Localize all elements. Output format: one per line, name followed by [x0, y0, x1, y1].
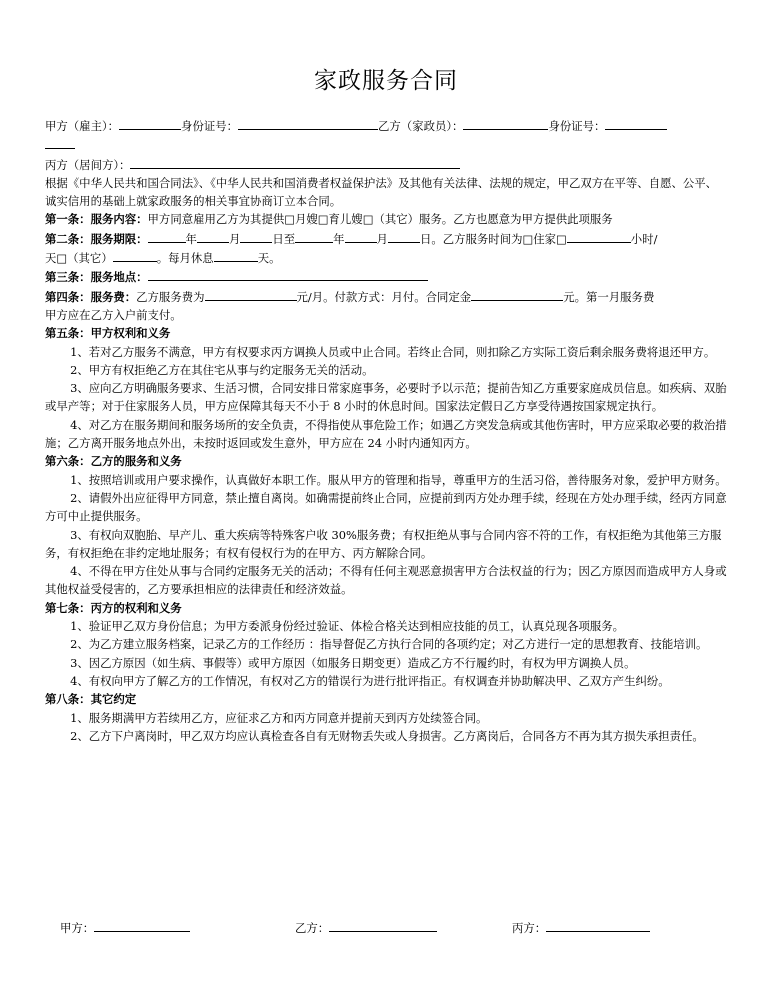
signature-yi-blank[interactable] [329, 918, 437, 932]
article-5-clause-2: 2、甲方有权拒绝乙方在其住宅从事与约定服务无关的活动。 [70, 362, 374, 377]
party-line-1-cont [45, 135, 727, 154]
article-7-clause-1: 1、验证甲乙双方身份信息；为甲方委派身份经过验证、体检合格关达到相应技能的员工，认真兑现各项服务。 [70, 619, 625, 634]
signature-bing-blank[interactable] [546, 918, 650, 932]
article-3 [45, 267, 727, 286]
article-7-heading: 第七条：丙方的权利和义务 [45, 600, 182, 615]
rest-unit: 天。 [257, 251, 281, 266]
party-yi-id-blank-cont[interactable] [45, 135, 75, 149]
article-4-heading: 第四条：服务费： [45, 289, 137, 304]
start-year-blank[interactable] [148, 229, 186, 243]
start-day-blank[interactable] [240, 229, 272, 243]
article-3-heading: 第三条：服务地点： [45, 270, 148, 285]
other-blank[interactable] [113, 248, 157, 262]
article-6-clause-1: 1、按照培训或用户要求操作，认真做好本职工作。服从甲方的管理和指导，尊重甲方的生活习俗，善待服务对象，爱护甲方财务。 [70, 472, 727, 487]
unit-month-2: 月 [376, 231, 388, 246]
hours-blank[interactable] [567, 229, 631, 243]
other-option: 天□（其它） [45, 251, 113, 266]
article-4 [45, 287, 727, 306]
party-bing-label: 丙方（居间方）： [45, 157, 131, 172]
party-line-2 [45, 155, 727, 174]
party-jia-blank[interactable] [119, 116, 181, 130]
end-month-blank[interactable] [345, 229, 377, 243]
article-6-heading: 第六条：乙方的服务和义务 [45, 454, 182, 469]
article-5-clause-4: 4、对乙方在服务期间和服务场所的安全负责，不得指使从事危险工作；如遇乙方突发急病或其他伤害时，甲方应采取必要的救治措施；乙方离开服务地点外出，未按时返回或发生意外，甲方应在 24 小时内通知丙方。 [45, 417, 727, 451]
signature-jia-label: 甲方： [60, 921, 95, 935]
rest-days-blank[interactable] [214, 248, 258, 262]
article-5-clause-1: 1、若对乙方服务不满意，甲方有权要求丙方调换人员或中止合同。若终止合同，则扣除乙方实际工资后剩余服务费将退还甲方。 [70, 344, 716, 359]
service-address-blank[interactable] [148, 267, 428, 281]
article-8-clause-1: 1、服务期满甲方若续用乙方，应征求乙方和丙方同意并提前天到丙方处续签合同。 [70, 710, 488, 725]
end-day-blank[interactable] [388, 229, 420, 243]
article-7-clause-4: 4、有权向甲方了解乙方的工作情况，有权对乙方的错误行为进行批评指正。有权调查并协助解决甲、乙双方产生纠纷。 [70, 673, 670, 688]
party-yi-blank[interactable] [463, 116, 548, 130]
article-5-heading: 第五条：甲方权利和义务 [45, 326, 171, 341]
article-4-cont: 甲方应在乙方入户前支付。 [45, 307, 182, 322]
article-8-clause-2: 2、乙方下户离岗时，甲乙双方均应认真检查各自有无财物丢失或人身损害。乙方离岗后，合同各方不再为其方损失承担责任。 [70, 728, 704, 743]
signature-bing [512, 918, 650, 936]
article-1-text: 甲方同意雇用乙方为其提供□月嫂□育儿嫂□（其它）服务。乙方也愿意为甲方提供此项服务 [147, 212, 613, 227]
preamble: 根据《中华人民共和国合同法》、《中华人民共和国消费者权益保护法》及其他有关法律、法规的规定，甲乙双方在平等、自愿、公平、诚实信用的基础上就家政服务的相关事宜协商订立本合同。 [45, 175, 718, 209]
contract-body [45, 116, 727, 745]
party-jia-id-blank[interactable] [238, 116, 378, 130]
signature-yi-label: 乙方： [295, 921, 330, 935]
article-5-clause-3: 3、应向乙方明确服务要求、生活习惯，合同安排日常家庭事务，必要时予以示范；提前告知乙方重要家庭成员信息。如疾病、双胎或早产等；对于住家服务人员，甲方应保障其每天不小于 8 小时的休息时间。国家法定假日乙方享受待遇按国家规定执行。 [45, 381, 727, 414]
fee-label: 乙方服务费为 [136, 289, 205, 304]
start-month-blank[interactable] [197, 229, 229, 243]
party-jia-label: 甲方（雇主）： [45, 119, 120, 133]
signature-jia-blank[interactable] [94, 918, 190, 932]
party-jia-id-label: 身份证号： [181, 119, 239, 133]
deposit-blank[interactable] [471, 287, 563, 301]
fee-text: 元/月。付款方式：月付。合同定金 [296, 289, 472, 304]
rest-text: 。每月休息 [156, 251, 214, 266]
service-time-text: 日。乙方服务时间为□住家□ [419, 231, 567, 246]
article-7-clause-2: 2、为乙方建立服务档案，记录乙方的工作经历 ：指导督促乙方执行合同的各项约定；对乙方进行一定的思想教育、技能培训。 [70, 637, 708, 652]
signature-yi [295, 918, 437, 936]
article-2-cont [45, 248, 727, 267]
unit-year: 年 [185, 231, 197, 246]
party-bing-blank[interactable] [130, 155, 460, 169]
signature-bing-label: 丙方： [512, 921, 547, 935]
article-8-heading: 第八条：其它约定 [45, 692, 137, 707]
end-year-blank[interactable] [295, 229, 333, 243]
article-6-clause-2: 2、请假外出应征得甲方同意，禁止擅自离岗。如确需提前终止合同，应提前到丙方处办理手续，经现在方处办理手续，经丙方同意方可中止提供服务。 [45, 490, 727, 524]
signature-jia [60, 918, 190, 936]
article-6-clause-3: 3、有权向双胞胎、早产儿、重大疾病等特殊客户收 30%服务费；有权拒绝从事与合同内容不符的工作，有权拒绝为其他第三方服务，有权拒绝在非约定地址服务；有权有侵权行为的在甲方、丙方解除合同。 [45, 527, 722, 560]
article-2 [45, 229, 727, 248]
article-6-clause-4: 4、不得在甲方住处从事与合同约定服务无关的活动；不得有任何主观恶意损害甲方合法权益的行为；因乙方原因而造成甲方人身或其他权益受侵害的，乙方要承担相应的法律责任和经济效益。 [45, 564, 727, 597]
unit-month: 月 [228, 231, 241, 246]
hours-unit: 小时/ [630, 231, 658, 246]
party-yi-label: 乙方（家政员）： [378, 119, 464, 133]
fee-blank[interactable] [205, 287, 297, 301]
unit-day-to: 日至 [272, 231, 296, 246]
article-2-heading: 第二条：服务期限： [45, 231, 148, 246]
article-1 [45, 210, 727, 228]
article-7-clause-3: 3、因乙方原因（如生病、事假等）或甲方原因（如服务日期变更）造成乙方不行履约时，有权为甲方调换人员。 [70, 655, 636, 670]
party-yi-id-label: 身份证号： [548, 119, 606, 133]
unit-year-2: 年 [333, 231, 345, 246]
article-1-heading: 第一条：服务内容： [45, 212, 148, 227]
party-yi-id-blank[interactable] [605, 116, 667, 130]
document-title: 家政服务合同 [314, 68, 458, 94]
deposit-text: 元。第一月服务费 [563, 289, 655, 304]
party-line-1 [45, 116, 727, 135]
